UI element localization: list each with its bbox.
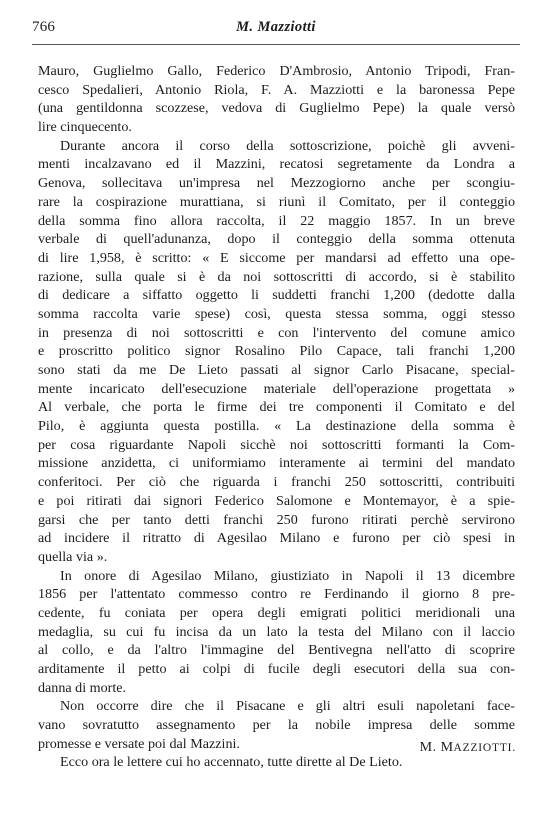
text-line: di dedicare a siffatto oggetto li suddetti franchi 1,200 (dedotte dalla bbox=[38, 287, 515, 304]
text-line: cedente, fu coniata per opera degli emigrati politici meridionali una bbox=[38, 604, 515, 621]
body-text bbox=[38, 62, 515, 772]
text-line: ad incidere il ritratto di Agesilao Milano e furono per ciò spesi in bbox=[38, 530, 515, 547]
text-line: garsi che per tanto detti franchi 250 furono ritirati perchè servirono bbox=[38, 511, 515, 528]
paragraph-start-line: Non occorre dire che il Pisacane e gli altri esuli napoletani face- bbox=[60, 698, 515, 715]
text-line: mente incaricato dell'esecuzione materiale dell'operazione progettata » bbox=[38, 380, 515, 397]
text-line: Al verbale, che porta le firme dei tre componenti il Comitato e del bbox=[38, 399, 515, 416]
paragraph-start-line: In onore di Agesilao Milano, giustiziato in Napoli il 13 dicembre bbox=[60, 567, 515, 584]
page-header bbox=[32, 14, 520, 44]
author-signature bbox=[420, 740, 516, 756]
text-line: menti incalzavano ed il Mazzini, recatosi segretamente da Londra a bbox=[38, 156, 515, 173]
text-line: verbale di quell'adunanza, dopo il conteggio della somma ottenuta bbox=[38, 231, 515, 248]
running-head: M. Mazziotti bbox=[236, 19, 316, 35]
text-line: lire cinquecento. bbox=[38, 119, 132, 136]
text-line: (una gentildonna scozzese, vedova di Guglielmo Pepe) la quale versò bbox=[38, 100, 515, 117]
text-line: di lire 1,958, è scritto: « E siccome per mandarsi ad effetto una ope- bbox=[38, 249, 515, 266]
text-line: rare la cospirazione murattiana, si riunì il Comitato, per il conteggio bbox=[38, 193, 515, 210]
text-line: Genova, sollecitava un'impresa nel Mezzogiorno anche per scongiu- bbox=[38, 175, 515, 192]
signature-first-letter: M bbox=[440, 740, 454, 755]
text-line: e proscritto politico signor Rosalino Pilo Capace, tali franchi 1,200 bbox=[38, 343, 515, 360]
text-line: promesse e versate poi dal Mazzini. bbox=[38, 735, 240, 752]
text-line: vano sovratutto assegnamento per la nobile impresa delle somme bbox=[38, 717, 515, 734]
text-line: Pilo, è aggiunta questa postilla. « La destinazione della somma è bbox=[38, 418, 515, 435]
text-line: e poi ritirati dai signori Federico Salomone e Montemayor, è a spie- bbox=[38, 492, 515, 509]
text-line: arditamente il petto ai colpi di fucile degli esecutori della sua con- bbox=[38, 661, 515, 677]
text-line: razione, sulla quale si è da noi sottoscritti di accordo, si è stabilito bbox=[38, 268, 515, 285]
text-line: sono stati da me De Lieto passati al signor Carlo Pisacane, special- bbox=[38, 362, 515, 378]
text-line: al collo, e da l'altro l'immagine del Bentivegna nell'atto di scoprire bbox=[38, 642, 515, 659]
text-line: conferitoci. Per ciò che riguarda i franchi 250 sottoscritti, contribuiti bbox=[38, 474, 515, 491]
text-line: della somma fino allora raccolta, il 22 maggio 1857. In un breve bbox=[38, 212, 515, 229]
paragraph-start-line: Ecco ora le lettere cui ho accennato, tutte dirette al De Lieto. bbox=[60, 754, 403, 771]
text-line: cesco Spedalieri, Antonio Riola, F. A. Mazziotti e la baronessa Pepe bbox=[38, 81, 515, 98]
signature-surname-caps: AZZIOTTI. bbox=[453, 742, 516, 754]
text-line: somma raccolta varie spese) così, questa stessa somma, oggi stesso bbox=[38, 305, 515, 322]
text-line: quella via ». bbox=[38, 548, 108, 565]
paragraph-start-line: Durante ancora il corso della sottoscrizione, poichè gli avveni- bbox=[60, 137, 515, 154]
text-line: danna di morte. bbox=[38, 679, 127, 696]
text-line: per cosa riguardante Napoli sicchè noi sottoscritti formanti la Com- bbox=[38, 436, 515, 453]
text-line: Mauro, Guglielmo Gallo, Federico D'Ambrosio, Antonio Tripodi, Fran- bbox=[38, 63, 515, 79]
signature-initial: M. bbox=[419, 740, 437, 755]
text-line: in presenza di noi sottoscritti e con l'intervento del comune amico bbox=[38, 324, 515, 341]
text-line: medaglia, su cui fu incisa da un lato la testa del Milano con il laccio bbox=[38, 623, 515, 640]
text-line: missione anzidetta, ci uniformiamo interamente ai termini del mandato bbox=[38, 455, 515, 472]
page-number: 766 bbox=[32, 19, 56, 35]
text-line: 1856 per l'attentato commesso contro re Ferdinando il giorno 8 pre- bbox=[38, 586, 515, 603]
header-rule bbox=[32, 44, 520, 45]
